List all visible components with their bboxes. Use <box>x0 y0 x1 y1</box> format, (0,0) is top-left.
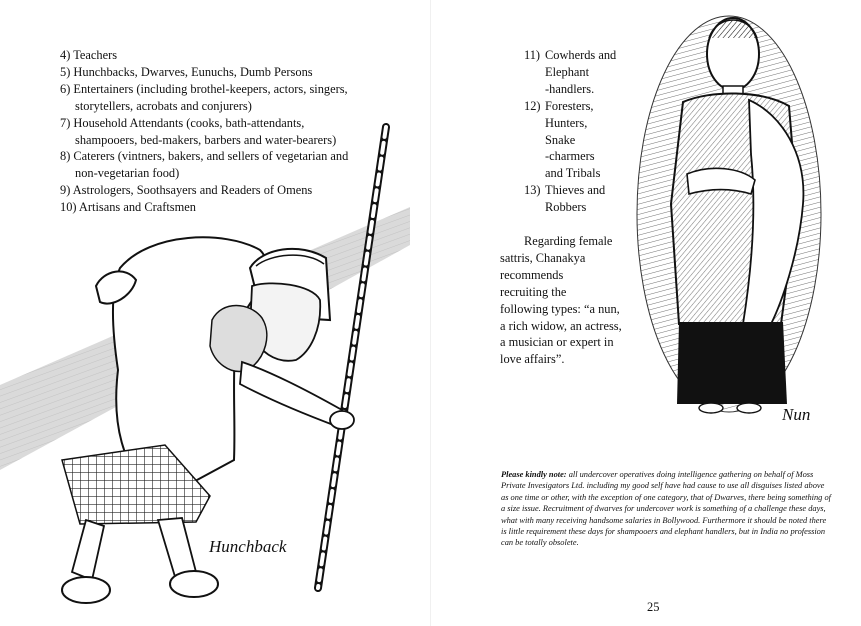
list-item: 6) Entertainers (including brothel-keepers, actors, singers, storytellers, acrobats and conjurers) <box>60 81 348 113</box>
list-item: 13) Thieves and Robbers <box>524 183 606 215</box>
right-page <box>430 0 861 626</box>
list-item: 9) Astrologers, Soothsayers and Readers of Omens <box>60 183 313 198</box>
left-page <box>0 0 430 626</box>
list-item: 4) Teachers <box>60 48 118 62</box>
page-number: 25 <box>647 600 660 614</box>
occupation-list-right <box>524 47 634 216</box>
list-item: 10) Artisans and Craftsmen <box>60 200 196 215</box>
list-item: 8) Caterers (vintners, bakers, and sellers of vegetarian and non-vegetarian food) <box>60 149 349 181</box>
note-body: all undercover operatives doing intelligence gathering on behalf of Moss Private Invesigators Ltd. including my good self have had cause to use all disguises listed above as one time or other, with the exception of one category, that of Dwarves, there being something of a size issue. Recruitment of dwarves for undercover work is something of a challenge these days, what with many receiving handsome salaries in Bollywood. Furthermore it should be noted there is little requirement these days for shampooers and elephant handlers, but in India no profession can be totally obsolete. <box>501 470 831 548</box>
hunchback-caption: Hunchback <box>209 537 287 556</box>
list-item: 12) Foresters, Hunters, Snake -charmers and Tribals <box>524 98 601 181</box>
list-item: 7) Household Attendants (cooks, bath-attendants, shampooers, bed-makers, barbers and water-bearers) <box>60 115 337 147</box>
list-item: 5) Hunchbacks, Dwarves, Eunuchs, Dumb Persons <box>60 64 313 79</box>
list-item: 11) Cowherds and Elephant -handlers. <box>524 48 617 96</box>
female-sattris-paragraph: Regarding female sattris, Chanakya recommends recruiting the following types: “a nun, a rich widow, an actress, a musician or expert in love affairs”. <box>500 234 622 367</box>
note-paragraph <box>501 469 831 549</box>
nun-illustration <box>631 4 831 424</box>
note-lead: Please kindly note: <box>501 470 567 479</box>
nun-caption: Nun <box>782 405 811 424</box>
hunchback-illustration <box>0 0 430 626</box>
